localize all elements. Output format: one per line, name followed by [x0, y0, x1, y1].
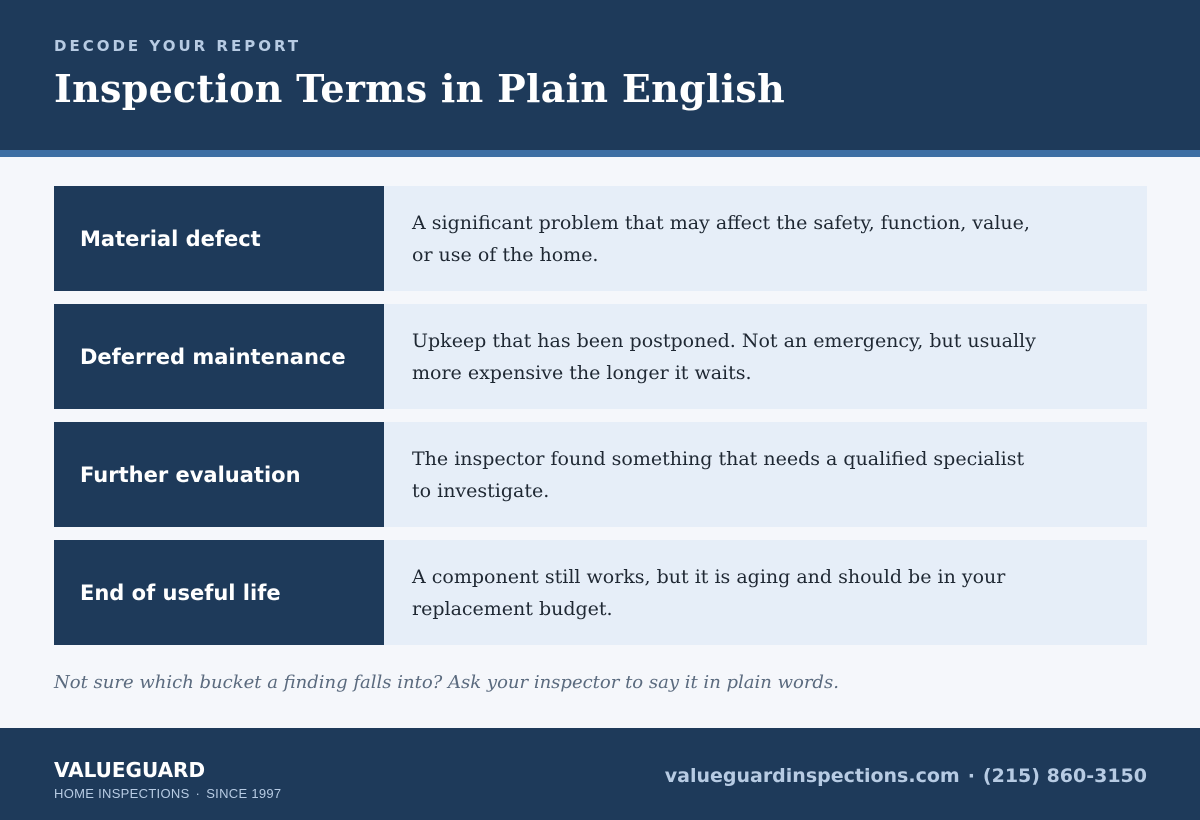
contact-separator: · — [967, 765, 975, 787]
contact-info — [665, 765, 1147, 787]
term-label: Further evaluation — [80, 462, 301, 487]
term-cell — [54, 304, 384, 409]
term-label: Deferred maintenance — [80, 344, 346, 369]
footer-bar — [0, 728, 1200, 820]
header-banner — [0, 0, 1200, 150]
term-row — [54, 186, 1147, 291]
term-row — [54, 422, 1147, 527]
definition-text: Upkeep that has been postponed. Not an emergency, but usually more expensive the longer it waits. — [412, 329, 1036, 384]
definition-cell — [384, 304, 1147, 409]
since-text: SINCE 1997 — [206, 786, 282, 801]
term-cell — [54, 540, 384, 645]
terms-list — [54, 186, 1147, 658]
definition-cell — [384, 186, 1147, 291]
footnote: Not sure which bucket a finding falls into? Ask your inspector to say it in plain words. — [54, 672, 839, 693]
definition-text: A component still works, but it is aging and should be in your replacement budget. — [412, 565, 1006, 620]
page-title: Inspection Terms in Plain English — [54, 66, 785, 111]
tagline-separator: · — [195, 786, 201, 801]
definition-text: The inspector found something that needs a qualified specialist to investigate. — [412, 447, 1025, 502]
phone-link[interactable]: (215) 860-3150 — [982, 765, 1147, 787]
term-cell — [54, 422, 384, 527]
brand-name: VALUEGUARD — [54, 758, 206, 782]
definition-cell — [384, 422, 1147, 527]
header-accent-rule — [0, 150, 1200, 157]
tagline-text: HOME INSPECTIONS — [54, 786, 190, 801]
definition-text: A significant problem that may affect the safety, function, value, or use of the home. — [412, 211, 1030, 266]
term-row — [54, 304, 1147, 409]
eyebrow-label: DECODE YOUR REPORT — [54, 37, 302, 55]
definition-cell — [384, 540, 1147, 645]
term-label: End of useful life — [80, 580, 281, 605]
term-label: Material defect — [80, 226, 261, 251]
website-link[interactable]: valueguardinspections.com — [664, 765, 960, 787]
brand-tagline — [54, 786, 281, 801]
term-cell — [54, 186, 384, 291]
term-row — [54, 540, 1147, 645]
